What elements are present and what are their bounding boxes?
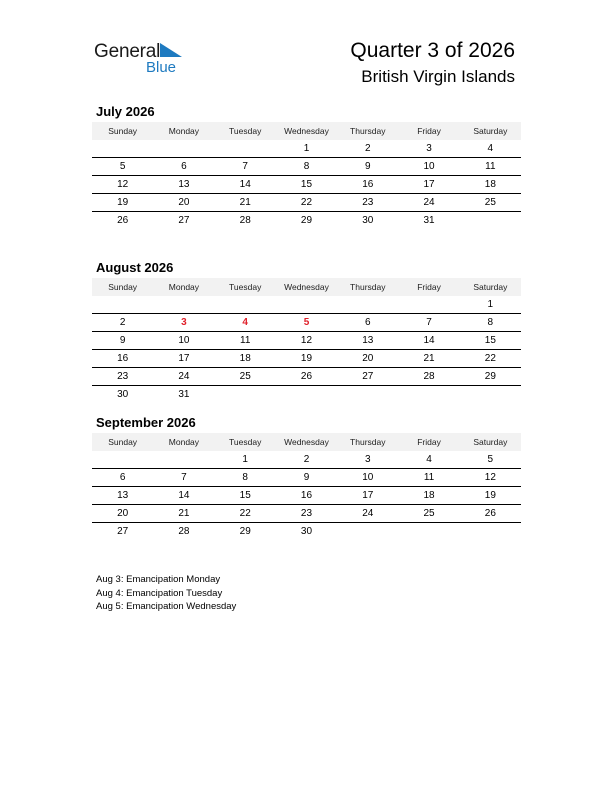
- date-cell: 3: [364, 454, 371, 465]
- date-cell: 12: [117, 179, 129, 190]
- holiday-note: Aug 3: Emancipation Monday: [96, 574, 221, 585]
- weekday-label: Monday: [168, 437, 200, 447]
- date-cell: 20: [117, 508, 129, 519]
- date-cell: 7: [426, 317, 432, 328]
- date-cell: 14: [178, 490, 190, 501]
- date-cell: 12: [484, 472, 496, 483]
- date-cell: 23: [300, 508, 313, 519]
- date-cell: 21: [178, 508, 190, 519]
- week-row: [92, 469, 521, 487]
- week-row: [92, 176, 521, 194]
- month-july: [92, 103, 521, 229]
- date-cell: 2: [303, 454, 310, 465]
- date-cell: 26: [484, 508, 496, 519]
- date-cell: 15: [300, 179, 313, 190]
- date-cell: 30: [117, 389, 129, 400]
- weekday-label: Friday: [417, 282, 441, 292]
- date-cell: 8: [303, 161, 310, 172]
- date-cell: 30: [362, 215, 374, 226]
- date-cell: 22: [300, 197, 313, 208]
- date-cell: 17: [178, 353, 190, 364]
- week-row: [92, 505, 521, 523]
- month-september: [92, 414, 521, 540]
- week-row: [92, 140, 521, 158]
- date-cell: 29: [239, 526, 251, 537]
- date-cell: 17: [423, 179, 435, 190]
- date-cell: 10: [423, 161, 435, 172]
- date-cell: 11: [485, 161, 496, 172]
- week-row: [92, 194, 521, 212]
- date-cell: 23: [117, 371, 129, 382]
- date-cell: 9: [119, 335, 126, 346]
- date-cell: 7: [181, 472, 187, 483]
- page-title: Quarter 3 of 2026: [350, 39, 515, 62]
- date-cell: 19: [117, 197, 129, 208]
- date-cell: 16: [300, 490, 313, 501]
- date-cell: 1: [242, 454, 248, 465]
- weekday-label: Friday: [417, 437, 441, 447]
- date-cell: 25: [239, 371, 251, 382]
- holiday-date-cell: 3: [181, 317, 187, 328]
- date-cell: 22: [239, 508, 251, 519]
- weekday-label: Sunday: [108, 282, 138, 292]
- date-cell: 14: [239, 179, 251, 190]
- date-cell: 11: [423, 472, 435, 483]
- generalblue-logo: [94, 40, 194, 80]
- week-row: [92, 350, 521, 368]
- date-cell: 9: [303, 472, 310, 483]
- date-cell: 6: [364, 317, 371, 328]
- holiday-date-cell: 5: [303, 317, 310, 328]
- weekday-label: Saturday: [473, 282, 508, 292]
- date-cell: 9: [364, 161, 371, 172]
- date-cell: 6: [181, 161, 187, 172]
- weekday-label: Tuesday: [229, 437, 262, 447]
- week-row: [92, 314, 521, 332]
- logo-text-blue: Blue: [146, 59, 177, 76]
- weekday-label: Sunday: [108, 126, 138, 136]
- date-cell: 24: [362, 508, 374, 519]
- date-cell: 19: [300, 353, 313, 364]
- week-row: [92, 368, 521, 386]
- weekday-label: Thursday: [350, 126, 386, 136]
- date-cell: 21: [423, 353, 435, 364]
- date-cell: 1: [303, 143, 310, 154]
- date-cell: 4: [426, 454, 432, 465]
- date-cell: 20: [178, 197, 190, 208]
- date-cell: 24: [178, 371, 190, 382]
- holiday-notes: [96, 573, 236, 614]
- date-cell: 21: [239, 197, 251, 208]
- month-title: September 2026: [96, 415, 196, 430]
- date-cell: 25: [423, 508, 435, 519]
- weekday-label: Wednesday: [284, 126, 329, 136]
- date-cell: 27: [362, 371, 374, 382]
- date-cell: 12: [300, 335, 313, 346]
- date-cell: 18: [239, 353, 251, 364]
- weekday-label: Wednesday: [284, 437, 329, 447]
- week-row: [92, 332, 521, 350]
- date-cell: 28: [239, 215, 251, 226]
- date-cell: 14: [423, 335, 435, 346]
- date-cell: 2: [119, 317, 126, 328]
- date-cell: 29: [484, 371, 496, 382]
- weekday-label: Saturday: [473, 126, 508, 136]
- week-row: [92, 212, 521, 229]
- date-cell: 26: [300, 371, 313, 382]
- month-august: [92, 259, 521, 403]
- weekday-label: Tuesday: [229, 126, 262, 136]
- weekday-label: Friday: [417, 126, 441, 136]
- weekday-label: Monday: [168, 282, 200, 292]
- weekday-label: Sunday: [108, 437, 138, 447]
- week-row: [92, 487, 521, 505]
- date-cell: 30: [300, 526, 313, 537]
- date-cell: 10: [178, 335, 190, 346]
- date-cell: 11: [240, 335, 251, 346]
- date-cell: 7: [242, 161, 248, 172]
- holiday-note: Aug 5: Emancipation Wednesday: [96, 601, 237, 612]
- date-cell: 4: [487, 143, 494, 154]
- date-cell: 13: [362, 335, 374, 346]
- date-cell: 17: [362, 490, 374, 501]
- date-cell: 10: [362, 472, 374, 483]
- date-cell: 15: [239, 490, 251, 501]
- date-cell: 25: [484, 197, 496, 208]
- date-cell: 28: [423, 371, 435, 382]
- date-cell: 8: [487, 317, 494, 328]
- date-cell: 20: [362, 353, 374, 364]
- weekday-label: Monday: [168, 126, 200, 136]
- weekday-label: Tuesday: [229, 282, 262, 292]
- holiday-date-cell: 4: [242, 317, 248, 328]
- date-cell: 26: [117, 215, 129, 226]
- date-cell: 2: [364, 143, 371, 154]
- week-row: [92, 523, 521, 540]
- date-cell: 13: [178, 179, 190, 190]
- date-cell: 24: [423, 197, 435, 208]
- week-row: [92, 158, 521, 176]
- month-title: July 2026: [96, 104, 155, 119]
- weekday-header-row: [92, 433, 521, 451]
- weekday-label: Wednesday: [284, 282, 329, 292]
- date-cell: 1: [487, 299, 494, 310]
- date-cell: 16: [362, 179, 374, 190]
- date-cell: 8: [242, 472, 248, 483]
- logo-text-general: General: [94, 41, 161, 62]
- date-cell: 13: [117, 490, 129, 501]
- page-subtitle: British Virgin Islands: [361, 67, 515, 86]
- month-title: August 2026: [96, 260, 174, 275]
- date-cell: 5: [487, 454, 494, 465]
- date-cell: 27: [178, 215, 190, 226]
- weekday-label: Thursday: [350, 282, 386, 292]
- date-cell: 31: [423, 215, 435, 226]
- weekday-header-row: [92, 278, 521, 296]
- week-row: [92, 451, 521, 469]
- date-cell: 23: [362, 197, 374, 208]
- date-cell: 16: [117, 353, 129, 364]
- date-cell: 6: [119, 472, 126, 483]
- date-cell: 15: [484, 335, 496, 346]
- date-cell: 29: [300, 215, 313, 226]
- date-cell: 3: [426, 143, 432, 154]
- date-cell: 19: [484, 490, 496, 501]
- holiday-note: Aug 4: Emancipation Tuesday: [96, 587, 223, 599]
- date-cell: 18: [484, 179, 496, 190]
- date-cell: 22: [484, 353, 496, 364]
- date-cell: 27: [117, 526, 129, 537]
- date-cell: 28: [178, 526, 190, 537]
- logo-flag-icon: [160, 43, 182, 59]
- weekday-header-row: [92, 122, 521, 140]
- date-cell: 31: [178, 389, 190, 400]
- week-row: [92, 386, 521, 403]
- date-cell: 5: [119, 161, 126, 172]
- weekday-label: Saturday: [473, 437, 508, 447]
- date-cell: 18: [423, 490, 435, 501]
- week-row: [92, 296, 521, 314]
- weekday-label: Thursday: [350, 437, 386, 447]
